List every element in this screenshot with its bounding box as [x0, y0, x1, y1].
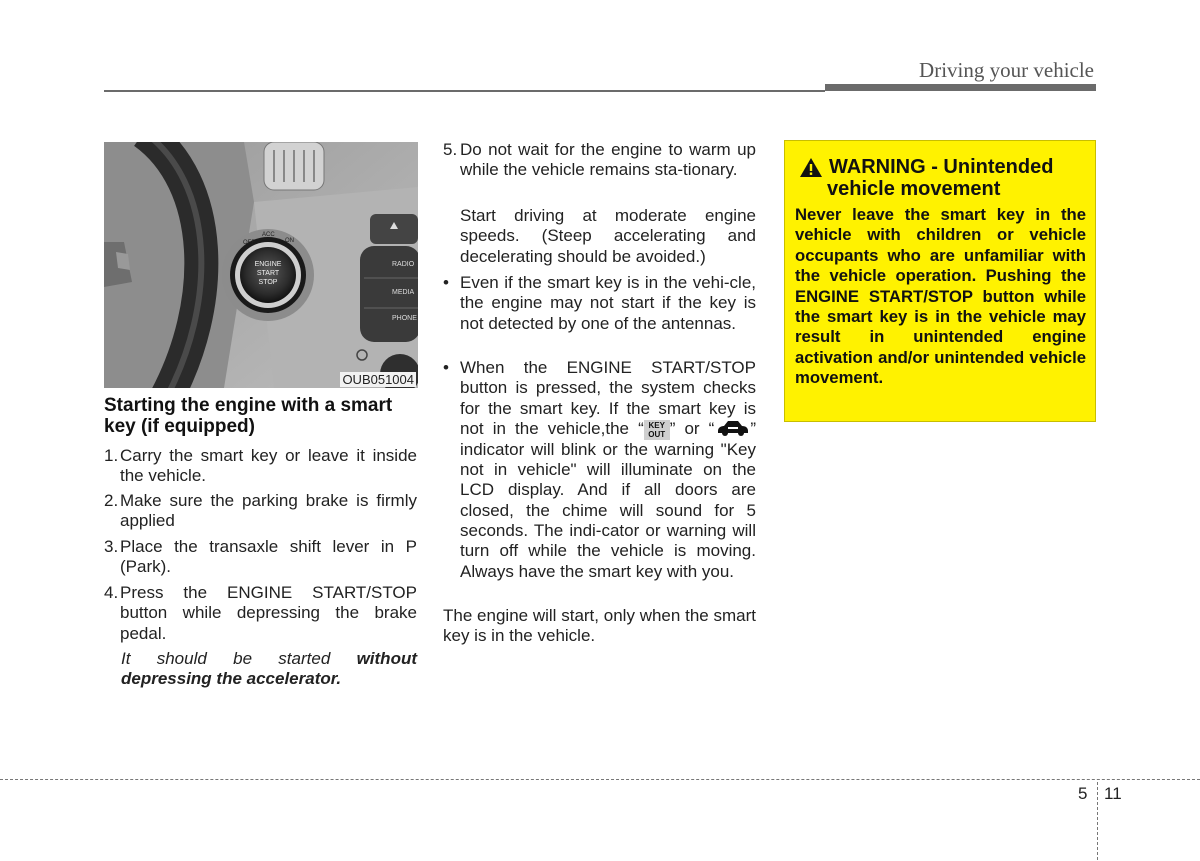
- bullet-marker: •: [443, 273, 449, 292]
- bullet-text-part: When the ENGINE START/STOP button is pressed, the system checks for the smart key. If the smart key is not in the vehicle,the “: [460, 358, 756, 438]
- step-number: 4.: [104, 583, 119, 602]
- engine-label: ENGINE: [254, 261, 282, 268]
- step-text: Press the ENGINE START/STOP button while depressing the brake pedal.: [120, 583, 417, 643]
- warning-text: Never leave the smart key in the vehicle with children or vehicle occupants who are unfamiliar with the vehicle operation. Pushing the ENGINE START/STOP button while the smart key is in the vehicle may result in unintended engine activation and/or unintended vehicle movement.: [795, 205, 1086, 388]
- step-number: 2.: [104, 491, 119, 510]
- step-text: Make sure the parking brake is firmly applied: [120, 491, 417, 531]
- step-text: Place the transaxle shift lever in P (Park).: [120, 537, 417, 577]
- bullet-text: [460, 358, 756, 582]
- footer-divider: [1097, 782, 1098, 860]
- bullet-2: [443, 358, 756, 582]
- section-heading: Starting the engine with a smart key (if equipped): [104, 395, 393, 437]
- step-text: Start driving at moderate engine speeds. (Steep accelerating and decelerating should be avoided.): [460, 206, 756, 266]
- engine-start-button-photo: [104, 142, 418, 388]
- bullet-marker: •: [443, 358, 449, 377]
- step-3: [104, 537, 417, 578]
- step-text: Carry the smart key or leave it inside the vehicle.: [120, 446, 417, 486]
- media-label: MEDIA: [392, 289, 415, 296]
- bullet-1: [443, 273, 756, 334]
- step-number: 3.: [104, 537, 119, 556]
- note-text: It should be started: [121, 649, 357, 668]
- step-5: [443, 140, 756, 181]
- key-out-indicator-icon: KEY OUT: [644, 420, 670, 440]
- phone-label: PHONE: [392, 315, 417, 322]
- warning-title-line2: vehicle movement: [827, 178, 1001, 200]
- step-text: Do not wait for the engine to warm up while the vehicle remains sta-tionary.: [460, 140, 756, 180]
- on-label: ON: [285, 238, 294, 244]
- step-4: [104, 583, 417, 644]
- off-label: OFF: [243, 240, 255, 246]
- note-emphasis: without depressing the accelerator.: [121, 649, 417, 689]
- page-number: 11: [1104, 784, 1122, 803]
- bullet-text-part: ” indicator will blink or the warning "Key not in vehicle" will illuminate on the LCD display. And if all doors are closed, the chime will sound for 5 seconds. The indi-cator or warning will turn off while the vehicle is moving. Always have the smart key with you.: [460, 418, 756, 581]
- stop-label: STOP: [258, 279, 278, 286]
- footer-rule: [0, 779, 1200, 780]
- step-5-paragraph: [443, 206, 756, 267]
- acc-label: ACC: [262, 232, 275, 238]
- warning-box: [784, 140, 1096, 422]
- step-number: 5.: [443, 140, 458, 159]
- dashboard-illustration: [104, 142, 418, 388]
- caution-note: [121, 649, 417, 690]
- start-label: START: [256, 270, 280, 277]
- header-rule: [104, 90, 825, 92]
- step-2: [104, 491, 417, 532]
- step-1: [104, 446, 417, 487]
- chapter-number: 5: [1078, 784, 1088, 803]
- radio-label: RADIO: [392, 261, 415, 268]
- closing-paragraph: The engine will start, only when the smart key is in the vehicle.: [443, 606, 756, 646]
- bullet-text-part: ” or “: [669, 418, 715, 438]
- warning-triangle-icon: [799, 157, 823, 178]
- figure-code: OUB051004: [342, 372, 414, 387]
- warning-title: [795, 156, 1090, 200]
- bullet-text: Even if the smart key is in the vehi-cle, the engine may not start if the key is not detected by one of the antennas.: [460, 273, 756, 333]
- running-header: Driving your vehicle: [919, 58, 1094, 82]
- step-number: 1.: [104, 446, 119, 465]
- warning-title-line1: WARNING - Unintended: [829, 156, 1054, 178]
- car-key-indicator-icon: [714, 419, 750, 437]
- header-rule-accent: [825, 84, 1096, 91]
